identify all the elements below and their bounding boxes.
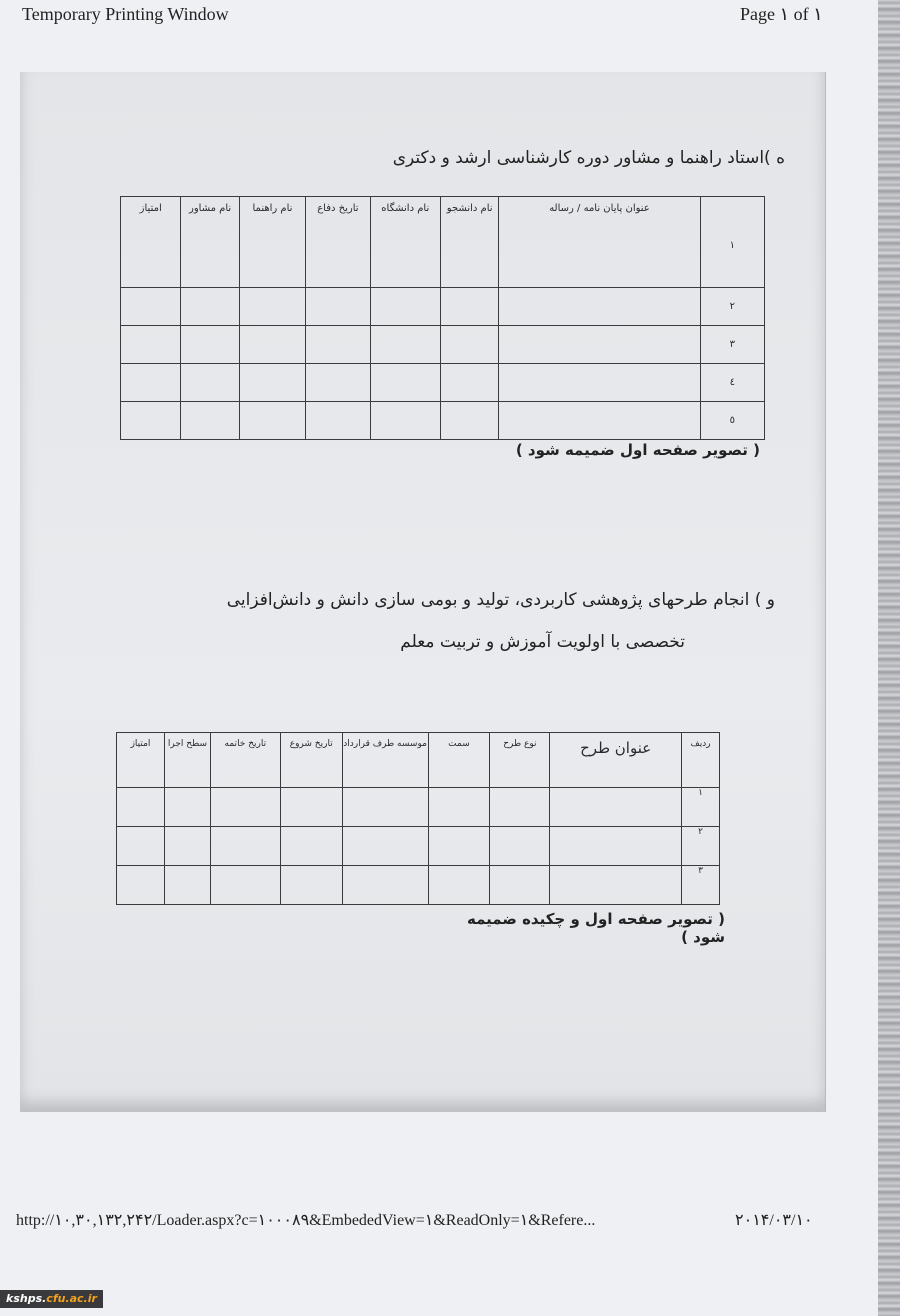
table-row: [121, 364, 765, 402]
footer-url: http://١٠,٣٠,١٣٢,٢۴٢/Loader.aspx?c=١٠٠٠٨٩&EmbededView=١&ReadOnly=١&Refere...: [16, 1212, 596, 1229]
row-number: ٥: [700, 402, 764, 440]
table-cell[interactable]: [239, 288, 305, 326]
row-number: ٢: [700, 288, 764, 326]
table-cell[interactable]: [121, 402, 181, 440]
table-cell[interactable]: [428, 827, 490, 866]
table-cell[interactable]: [342, 827, 428, 866]
table-cell[interactable]: [306, 326, 370, 364]
column-header-defense-date: تاریخ دفاع: [306, 197, 370, 288]
table-cell[interactable]: [181, 326, 239, 364]
watermark-domain: cfu.ac.ir: [46, 1292, 97, 1305]
table-cell[interactable]: [280, 866, 342, 905]
table-cell[interactable]: [428, 788, 490, 827]
table-cell[interactable]: [441, 364, 499, 402]
column-header-contracting-institution: موسسه طرف قرارداد: [342, 733, 428, 788]
table-row: [117, 827, 720, 866]
column-header-role: سمت: [428, 733, 490, 788]
row-number: ١: [700, 197, 764, 288]
table-cell[interactable]: [280, 827, 342, 866]
column-header-start-date: تاریخ شروع: [280, 733, 342, 788]
footer-date: ٢٠١۴/٠٣/١٠: [735, 1212, 813, 1229]
window-title: Temporary Printing Window: [22, 4, 229, 24]
table-header-row: [117, 733, 720, 788]
table-cell[interactable]: [342, 866, 428, 905]
table-cell[interactable]: [239, 326, 305, 364]
section-v-attachment-note: ( تصویر صفحه اول و چکیده ضمیمه شود ): [467, 910, 725, 946]
column-header-execution-level: سطح اجرا: [164, 733, 210, 788]
table-cell[interactable]: [370, 288, 440, 326]
page-indicator: Page ١ of ١: [740, 4, 823, 24]
table-cell[interactable]: [164, 866, 210, 905]
table-cell[interactable]: [370, 364, 440, 402]
column-header-student-name: نام دانشجو: [441, 197, 499, 288]
table-cell[interactable]: [210, 788, 280, 827]
table-row: [121, 326, 765, 364]
table-cell[interactable]: [181, 402, 239, 440]
row-number: ١: [682, 788, 720, 827]
column-header-supervisor: نام راهنما: [239, 197, 305, 288]
table-cell[interactable]: [181, 288, 239, 326]
column-header-score: امتیاز: [117, 733, 165, 788]
row-number: ٣: [700, 326, 764, 364]
table-cell[interactable]: [121, 326, 181, 364]
table-cell[interactable]: [550, 866, 682, 905]
table-cell[interactable]: [499, 364, 700, 402]
table-cell[interactable]: [210, 827, 280, 866]
column-header-project-title: عنوان طرح: [550, 733, 682, 788]
table-cell[interactable]: [441, 402, 499, 440]
research-projects-table: [116, 732, 720, 905]
table-cell[interactable]: [239, 364, 305, 402]
supervision-table: [120, 196, 765, 440]
column-header-score: امتیاز: [121, 197, 181, 288]
table-cell[interactable]: [117, 788, 165, 827]
table-cell[interactable]: [499, 288, 700, 326]
table-row: [117, 866, 720, 905]
table-cell[interactable]: [306, 402, 370, 440]
table-cell[interactable]: [306, 364, 370, 402]
section-e-title: ﻩ )استاد راهنما و مشاور دوره کارشناسی ارشد و دکتری: [392, 148, 785, 168]
table-cell[interactable]: [239, 402, 305, 440]
table-cell[interactable]: [164, 827, 210, 866]
table-cell[interactable]: [121, 288, 181, 326]
table-cell[interactable]: [121, 364, 181, 402]
table-cell[interactable]: [441, 288, 499, 326]
section-v-title-line1: و ) انجام طرحهای پژوهشی کاربردی، تولید و بومی سازی دانش و دانش‌افزایی: [226, 590, 775, 610]
column-header-row-number: ردیف: [682, 733, 720, 788]
table-cell[interactable]: [490, 866, 550, 905]
table-cell[interactable]: [370, 326, 440, 364]
row-number: ٣: [682, 866, 720, 905]
table-cell[interactable]: [370, 402, 440, 440]
table-cell[interactable]: [117, 866, 165, 905]
table-cell[interactable]: [550, 788, 682, 827]
table-cell[interactable]: [164, 788, 210, 827]
table-cell[interactable]: [490, 827, 550, 866]
column-header-thesis-title: عنوان پایان نامه / رساله: [499, 197, 700, 288]
row-number: ٤: [700, 364, 764, 402]
row-number: ٢: [682, 827, 720, 866]
table-cell[interactable]: [306, 288, 370, 326]
site-watermark: [0, 1290, 103, 1308]
table-row: [121, 402, 765, 440]
table-header-row: [121, 197, 765, 288]
column-header-end-date: تاریخ خاتمه: [210, 733, 280, 788]
table-cell[interactable]: [181, 364, 239, 402]
column-header-advisor: نام مشاور: [181, 197, 239, 288]
table-cell[interactable]: [117, 827, 165, 866]
column-header-university: نام دانشگاه: [370, 197, 440, 288]
table-cell[interactable]: [499, 402, 700, 440]
table-cell[interactable]: [342, 788, 428, 827]
table-cell[interactable]: [499, 326, 700, 364]
scan-edge-shadow: [878, 0, 900, 1316]
table-cell[interactable]: [550, 827, 682, 866]
table-cell[interactable]: [441, 326, 499, 364]
table-cell[interactable]: [490, 788, 550, 827]
column-header-project-type: نوع طرح: [490, 733, 550, 788]
section-e-attachment-note: ( تصویر صفحه اول ضمیمه شود ): [515, 441, 760, 459]
table-cell[interactable]: [428, 866, 490, 905]
table-row: [117, 788, 720, 827]
section-v-title-line2: تخصصی با اولویت آموزش و تربیت معلم: [400, 632, 685, 652]
table-row: [121, 288, 765, 326]
table-cell[interactable]: [210, 866, 280, 905]
table-cell[interactable]: [280, 788, 342, 827]
watermark-prefix: kshps.: [6, 1292, 47, 1305]
